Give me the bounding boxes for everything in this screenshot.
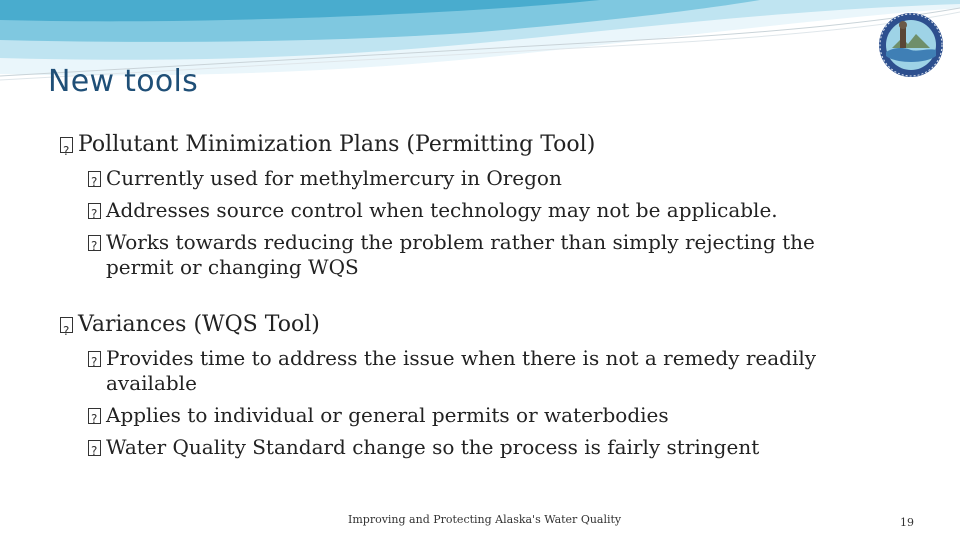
list-item-text: Water Quality Standard change so the process is fairly stringent — [106, 435, 760, 459]
list-item — [60, 166, 920, 191]
bullet-box-icon — [60, 137, 73, 153]
list-item — [60, 403, 920, 428]
list-item — [60, 230, 866, 280]
list-item-text: Applies to individual or general permits or waterbodies — [106, 403, 669, 427]
bullet-box-icon — [88, 351, 101, 367]
bullet-box-icon — [88, 408, 101, 424]
list-item — [60, 435, 920, 460]
page-number: 19 — [900, 516, 914, 529]
bullet-box-icon — [88, 171, 101, 187]
list-item-text: Works towards reducing the problem rather than simply rejecting the permit or changing WQS — [106, 230, 815, 279]
page-title: New tools — [48, 64, 199, 99]
slide-footer: Improving and Protecting Alaska's Water Quality — [348, 513, 622, 526]
bullet-box-icon — [88, 203, 101, 219]
list-item — [60, 198, 920, 223]
slide-body — [60, 128, 920, 460]
list-item-text: Addresses source control when technology may not be applicable. — [106, 198, 778, 222]
heading-text: Pollutant Minimization Plans (Permitting Tool) — [78, 132, 596, 157]
bullet-heading-pmp — [60, 130, 920, 160]
heading-text: Variances (WQS Tool) — [78, 312, 320, 337]
list-item-text: Currently used for methylmercury in Oregon — [106, 166, 562, 190]
bullet-box-icon — [60, 317, 73, 333]
agency-seal-icon — [878, 12, 944, 78]
list-item-text: Provides time to address the issue when there is not a remedy readily available — [106, 346, 817, 395]
bullet-heading-variances — [60, 310, 920, 340]
bullet-box-icon — [88, 440, 101, 456]
bullet-box-icon — [88, 235, 101, 251]
list-item — [60, 346, 866, 396]
